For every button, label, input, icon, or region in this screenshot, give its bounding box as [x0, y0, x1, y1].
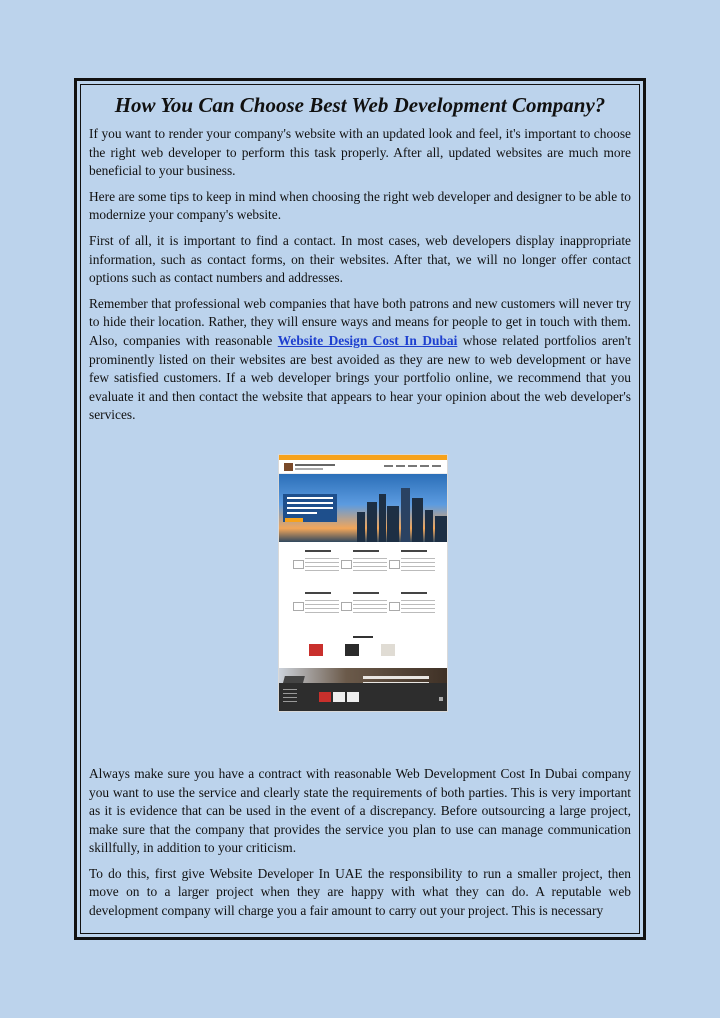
latest-items-heading	[353, 636, 373, 638]
footer-line	[283, 701, 297, 702]
paragraph-6: To do this, first give Website Developer In UAE the responsibility to run a smaller project, then move on to a larger project when they are happy with what they can do. A reputable web development company will charge you a fair amount to carry out your project. This is necessary	[89, 865, 631, 919]
skyline-building	[412, 498, 423, 542]
screenshot-hero-button	[285, 518, 303, 522]
skyline-building	[379, 494, 386, 542]
document-frame	[74, 78, 646, 940]
paragraph-4-end: whose related portfolios aren't prominently listed on their websites are best avoided as they are new to web development or have few satisfied customers. If a web developer brings your portfolio online, we recommend that you evaluate it and then contact the website that appears to hear your opinion about the web developer's services.	[89, 332, 631, 423]
service-block	[293, 548, 341, 586]
website-screenshot-container	[89, 455, 631, 755]
screenshot-logo-line	[295, 464, 335, 466]
skyline-building	[367, 502, 377, 542]
footer-logo	[333, 692, 345, 702]
document-inner-frame	[80, 84, 640, 934]
latest-thumb	[345, 644, 359, 656]
service-block	[341, 548, 389, 586]
website-design-cost-link[interactable]: Website Design Cost In Dubai	[277, 332, 458, 348]
latest-thumb	[381, 644, 395, 656]
footer-line	[283, 697, 297, 698]
screenshot-services-grid	[279, 542, 447, 634]
skyline-building	[425, 510, 433, 542]
service-block	[293, 590, 341, 628]
article-body	[89, 91, 631, 928]
skyline-building	[401, 488, 410, 542]
screenshot-logo	[284, 463, 293, 471]
skyline-building	[387, 506, 399, 542]
screenshot-footer	[279, 683, 447, 711]
service-block	[389, 548, 437, 586]
skyline-building	[435, 516, 447, 542]
screenshot-hero-skyline	[279, 474, 447, 542]
screenshot-header	[279, 460, 447, 474]
service-block	[389, 590, 437, 628]
paragraph-4-start: Remember that professional web companies that have both patrons and new customers will never try to hide their location. Rather, they will ensure ways and means for people to get in touch with them. Also, companies with reasonable	[89, 295, 631, 348]
footer-logo	[319, 692, 331, 702]
paragraph-3: First of all, it is important to find a contact. In most cases, web developers display inappropriate information, such as contact forms, on their websites. After that, we will no longer offer contact options such as contact numbers and addresses.	[89, 232, 631, 286]
scroll-top-icon	[439, 697, 443, 701]
skyline-building	[357, 512, 365, 542]
paragraph-5: Always make sure you have a contract with reasonable Web Development Cost In Dubai company you want to use the service and clearly state the requirements of both parties. This is very important as it is evidence that can be used in the event of a discrepancy. Before outsourcing a large project, make sure that the company that provides the service you plan to use can manage communication skillfully, in addition to your criticism.	[89, 765, 631, 856]
footer-line	[283, 689, 297, 690]
paragraph-1: If you want to render your company's website with an updated look and feel, it's important to choose the right web developer to perform this task properly. After all, updated websites are much more beneficial to your business.	[89, 126, 631, 179]
footer-line	[283, 693, 297, 694]
article-title: How You Can Choose Best Web Development Company?	[114, 93, 606, 117]
paragraph-4	[89, 295, 631, 425]
screenshot-latest-items	[279, 634, 447, 668]
screenshot-nav	[384, 465, 441, 467]
service-block	[341, 590, 389, 628]
footer-logo	[347, 692, 359, 702]
screenshot-logo-line	[295, 468, 323, 470]
website-screenshot-image	[279, 455, 447, 711]
latest-thumb	[309, 644, 323, 656]
paragraph-2: Here are some tips to keep in mind when choosing the right web developer and designer to be able to modernize your company's website.	[89, 188, 631, 223]
